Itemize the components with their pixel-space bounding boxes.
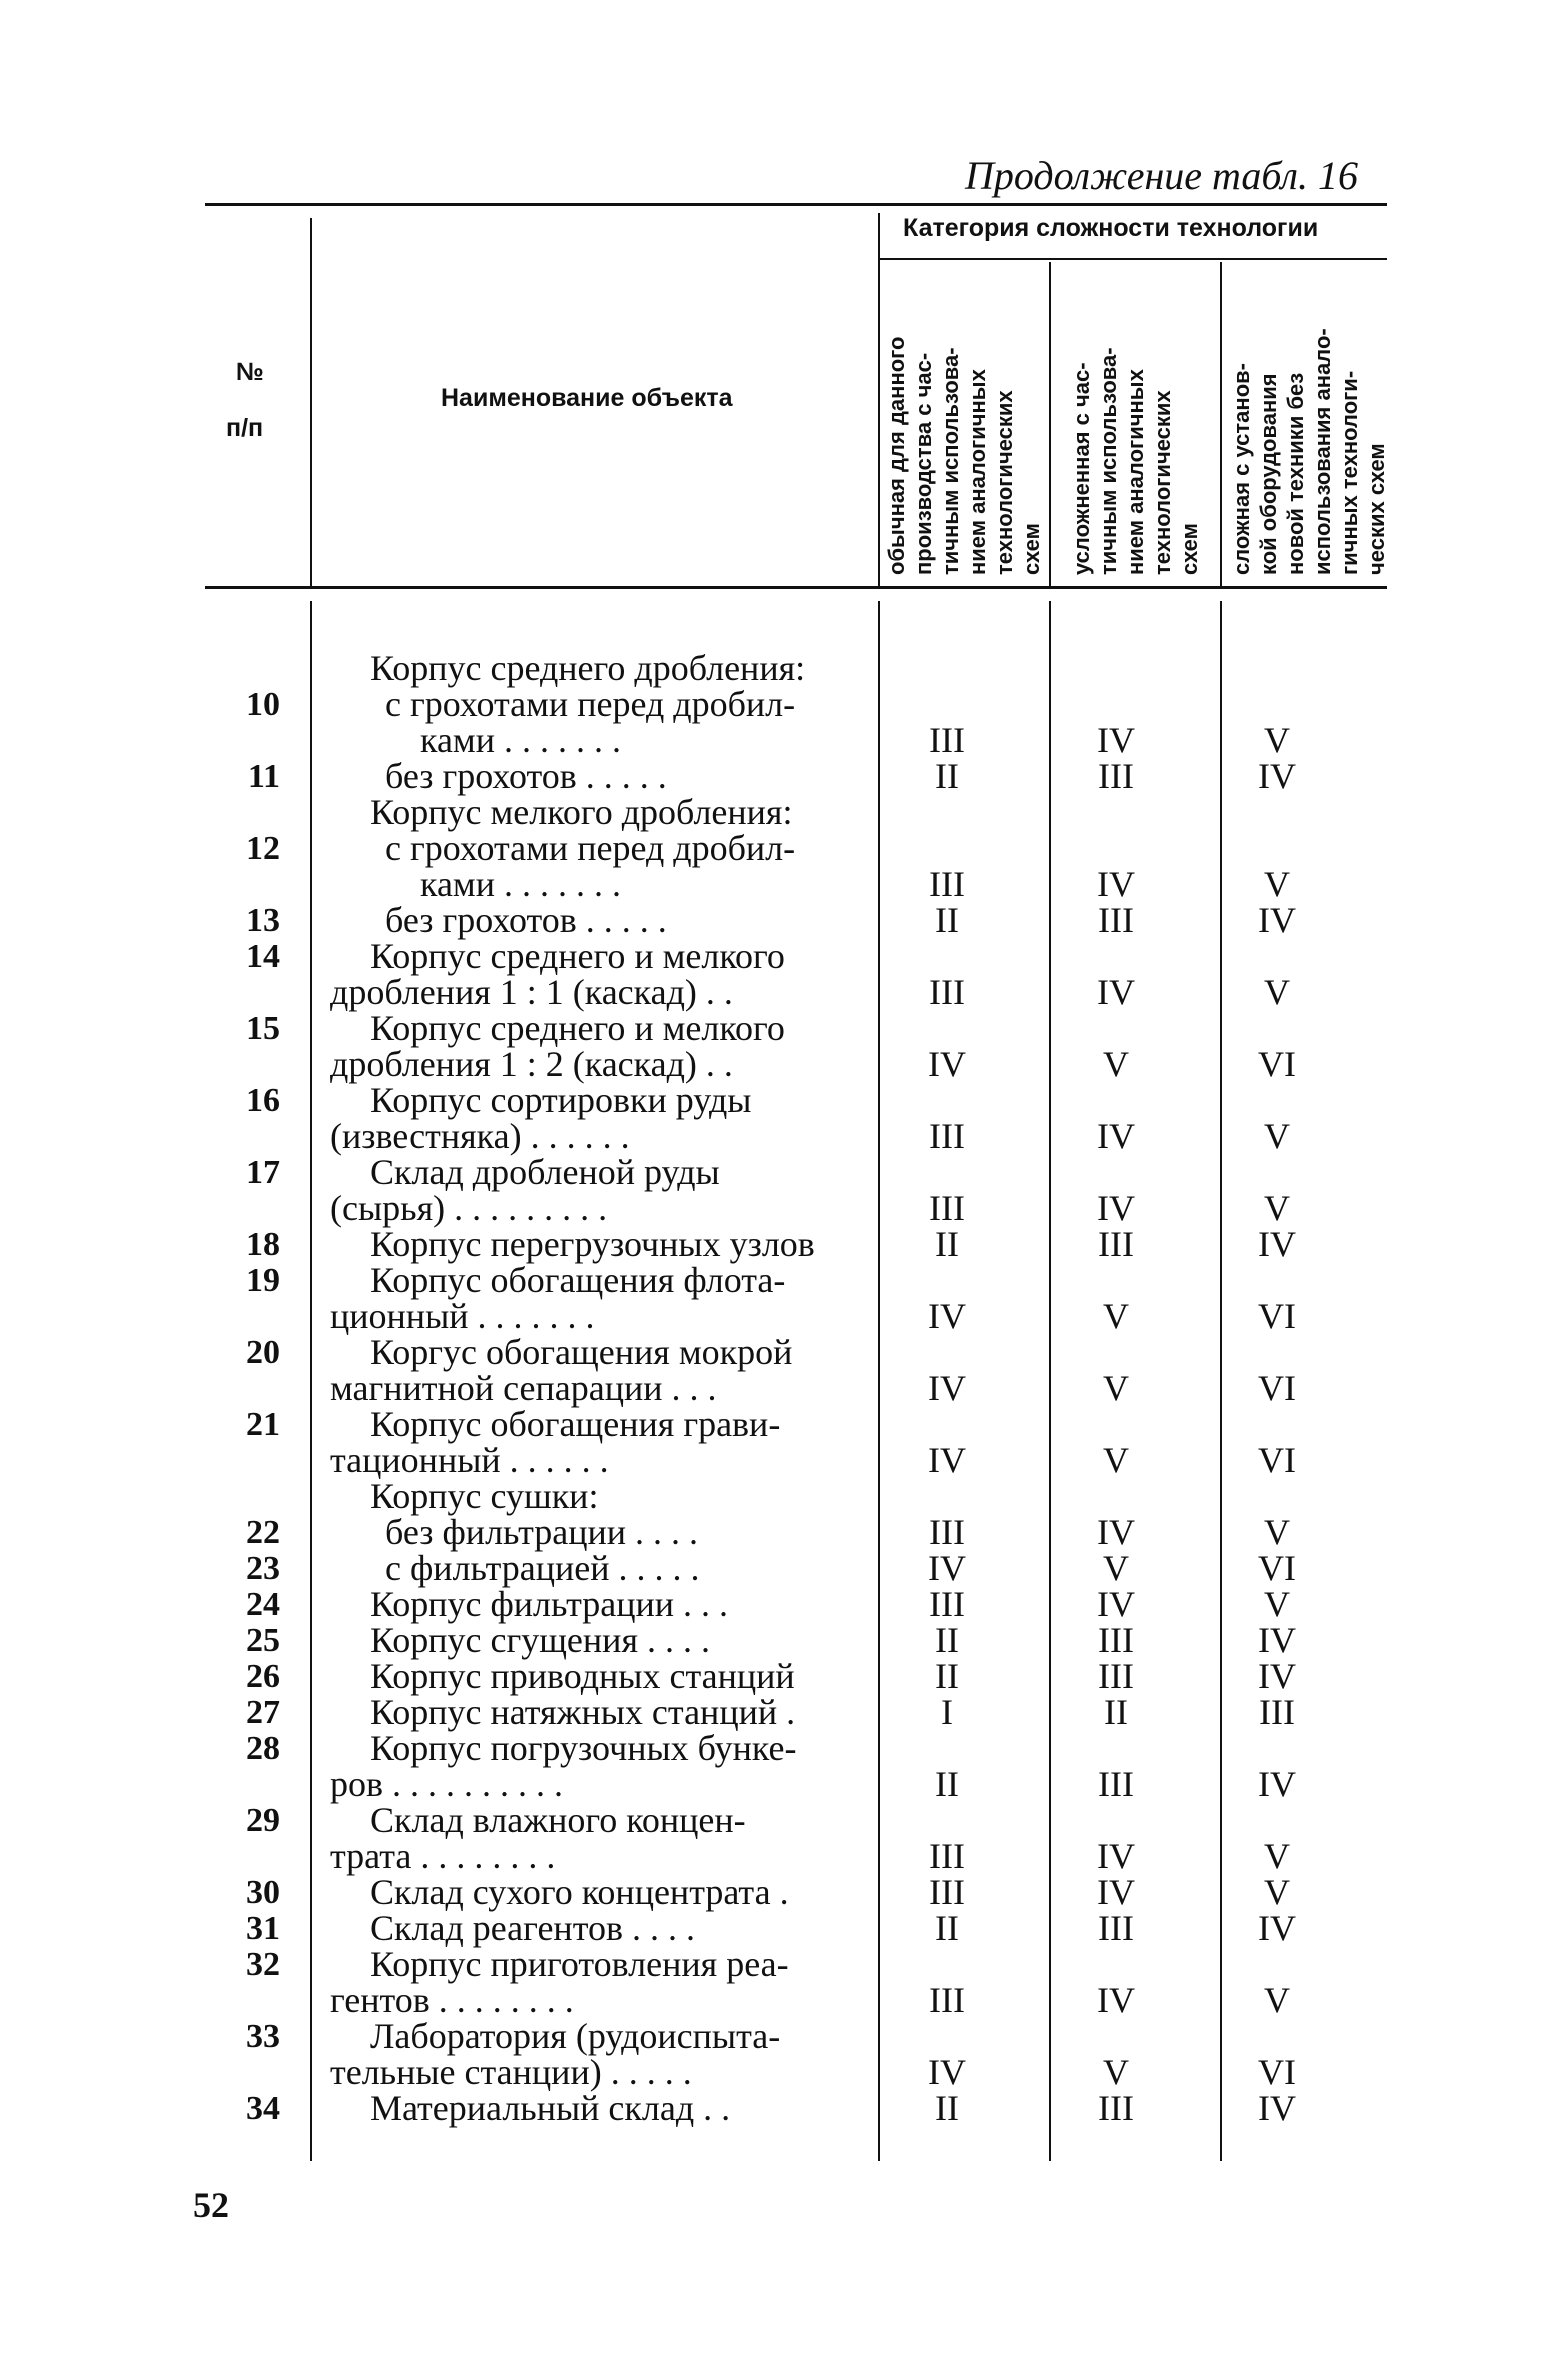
header-divider-num (310, 218, 312, 586)
table-caption: Продолжение табл. 16 (964, 153, 1358, 198)
category-cell: III (1098, 1656, 1134, 1696)
row-text: магнитной сепарации . . . (330, 1368, 717, 1408)
category-cell: II (935, 900, 959, 940)
row-number: 14 (246, 938, 280, 975)
row-text: Склад реагентов . . . . (370, 1908, 695, 1948)
subheader-ordinary: обычная для данного производства с час- тичным использова- нием аналогичных технологических схем (884, 336, 1044, 575)
row-number: 24 (246, 1586, 280, 1623)
category-cell: IV (928, 1548, 966, 1588)
category-cell: IV (1097, 864, 1135, 904)
category-cell: III (1098, 900, 1134, 940)
row-text: без фильтрации . . . . (385, 1512, 699, 1552)
category-cell: III (929, 972, 965, 1012)
category-cell: V (1103, 1296, 1129, 1336)
header-category: Категория сложности технологии (903, 214, 1319, 242)
category-cell: IV (1097, 1836, 1135, 1876)
category-cell: III (929, 1980, 965, 2020)
category-cell: V (1264, 1584, 1290, 1624)
row-text: без грохотов . . . . . (385, 900, 667, 940)
row-text: (сырья) . . . . . . . . . (330, 1188, 608, 1228)
row-text: тельные станции) . . . . . (330, 2052, 692, 2092)
header-divider-cat1 (1049, 262, 1051, 586)
row-text: ров . . . . . . . . . . (330, 1764, 563, 1804)
row-text: трата . . . . . . . . (330, 1836, 556, 1876)
category-cell: II (935, 1764, 959, 1804)
row-number: 16 (246, 1082, 280, 1119)
row-number: 26 (246, 1658, 280, 1695)
row-number: 20 (246, 1334, 280, 1371)
row-number: 15 (246, 1010, 280, 1047)
category-cell: IV (928, 1044, 966, 1084)
row-number: 33 (246, 2018, 280, 2055)
category-cell: V (1103, 1368, 1129, 1408)
category-cell: IV (1097, 1872, 1135, 1912)
category-cell: I (941, 1692, 953, 1732)
subheader-complex: сложная с установ- кой оборудования новой техники без использования анало- гичных технологи- ческих схем (1229, 328, 1389, 575)
category-cell: IV (928, 1368, 966, 1408)
category-cell: IV (1258, 2088, 1296, 2128)
category-cell: II (1104, 1692, 1128, 1732)
category-cell: V (1264, 972, 1290, 1012)
category-cell: V (1264, 1980, 1290, 2020)
row-text: (известняка) . . . . . . (330, 1116, 630, 1156)
category-cell: VI (1258, 1368, 1296, 1408)
category-cell: III (1098, 1620, 1134, 1660)
category-cell: V (1264, 864, 1290, 904)
category-cell: II (935, 756, 959, 796)
category-cell: IV (1258, 1908, 1296, 1948)
category-cell: IV (1258, 1620, 1296, 1660)
row-number: 25 (246, 1622, 280, 1659)
row-number: 10 (246, 686, 280, 723)
category-cell: VI (1258, 1296, 1296, 1336)
category-cell: V (1264, 720, 1290, 760)
row-number: 21 (246, 1406, 280, 1443)
category-cell: III (929, 1584, 965, 1624)
row-number: 34 (246, 2090, 280, 2127)
row-number: 12 (246, 830, 280, 867)
category-cell: VI (1258, 1548, 1296, 1588)
category-cell: IV (1097, 1980, 1135, 2020)
category-cell: III (929, 720, 965, 760)
row-text: Корпус среднего и мелкого (370, 936, 785, 976)
category-cell: II (935, 1908, 959, 1948)
header-divider-name (878, 213, 880, 586)
row-text: ками . . . . . . . (420, 864, 621, 904)
row-text: Корпус обогащения грави- (370, 1404, 781, 1444)
header-name: Наименование объекта (441, 384, 733, 412)
row-text: Склад дробленой руды (370, 1152, 720, 1192)
category-header-rule (880, 258, 1387, 260)
header-divider-cat2 (1220, 262, 1222, 586)
row-number: 32 (246, 1946, 280, 1983)
row-number: 23 (246, 1550, 280, 1587)
body-divider-name (878, 601, 880, 2161)
category-cell: V (1103, 1548, 1129, 1588)
category-cell: V (1103, 1044, 1129, 1084)
category-cell: III (929, 1836, 965, 1876)
row-text: Корпус сгущения . . . . (370, 1620, 710, 1660)
category-cell: IV (1258, 900, 1296, 940)
category-cell: III (1098, 2088, 1134, 2128)
category-cell: V (1103, 2052, 1129, 2092)
row-text: ками . . . . . . . (420, 720, 621, 760)
row-text: гентов . . . . . . . . (330, 1980, 574, 2020)
row-text: Склад влажного концен- (370, 1800, 746, 1840)
category-cell: IV (1097, 1116, 1135, 1156)
subheader-complicated: усложненная с час- тичным использова- нием аналогичных технологических схем (1069, 347, 1202, 575)
row-text: Корпус сушки: (370, 1476, 599, 1516)
row-number: 11 (247, 758, 280, 795)
body-divider-num (310, 601, 312, 2161)
category-cell: IV (1258, 1656, 1296, 1696)
row-text: Корпус мелкого дробления: (370, 792, 793, 832)
row-text: с грохотами перед дробил- (385, 828, 796, 868)
row-text: Корпус сортировки руды (370, 1080, 752, 1120)
category-cell: IV (928, 2052, 966, 2092)
body-divider-cat1 (1049, 601, 1051, 2161)
row-text: Корпус среднего и мелкого (370, 1008, 785, 1048)
category-cell: III (929, 1872, 965, 1912)
row-number: 29 (246, 1802, 280, 1839)
row-text: дробления 1 : 2 (каскад) . . (330, 1044, 733, 1084)
row-number: 22 (246, 1514, 280, 1551)
row-text: Материальный склад . . (370, 2088, 731, 2128)
row-text: дробления 1 : 1 (каскад) . . (330, 972, 733, 1012)
row-text: Корпус приводных станций (370, 1656, 795, 1696)
table-top-rule (205, 203, 1387, 206)
category-cell: IV (1097, 1188, 1135, 1228)
category-cell: IV (1097, 1584, 1135, 1624)
row-text: с грохотами перед дробил- (385, 684, 796, 724)
row-number: 28 (246, 1730, 280, 1767)
category-cell: III (1098, 1908, 1134, 1948)
category-cell: IV (1258, 1224, 1296, 1264)
row-text: Корпус приготовления реа- (370, 1944, 789, 1984)
header-num-label: п/п (226, 414, 264, 442)
category-cell: IV (1258, 756, 1296, 796)
category-cell: III (1098, 1224, 1134, 1264)
row-number: 18 (246, 1226, 280, 1263)
category-cell: V (1264, 1836, 1290, 1876)
row-text: Корпус погрузочных бунке- (370, 1728, 797, 1768)
row-text: Корпус фильтрации . . . (370, 1584, 729, 1624)
category-cell: III (929, 864, 965, 904)
row-number: 13 (246, 902, 280, 939)
category-cell: III (1098, 1764, 1134, 1804)
row-number: 19 (246, 1262, 280, 1299)
category-cell: III (929, 1116, 965, 1156)
category-cell: V (1264, 1116, 1290, 1156)
category-cell: V (1264, 1872, 1290, 1912)
category-cell: IV (1258, 1764, 1296, 1804)
body-divider-cat2 (1220, 601, 1222, 2161)
row-number: 27 (246, 1694, 280, 1731)
header-num-symbol: № (236, 358, 264, 386)
row-text: Корпус обогащения флота- (370, 1260, 786, 1300)
row-text: Коргус обогащения мокрой (370, 1332, 793, 1372)
category-cell: III (1098, 756, 1134, 796)
category-cell: IV (1097, 720, 1135, 760)
category-cell: V (1264, 1188, 1290, 1228)
category-cell: II (935, 1656, 959, 1696)
category-cell: III (1259, 1692, 1295, 1732)
row-text: с фильтрацией . . . . . (385, 1548, 700, 1588)
row-text: Корпус натяжных станций . (370, 1692, 796, 1732)
category-cell: II (935, 2088, 959, 2128)
row-text: Склад сухого концентрата . (370, 1872, 789, 1912)
row-number: 31 (246, 1910, 280, 1947)
category-cell: IV (928, 1296, 966, 1336)
category-cell: V (1103, 1440, 1129, 1480)
category-cell: V (1264, 1512, 1290, 1552)
category-cell: VI (1258, 2052, 1296, 2092)
category-cell: IV (1097, 1512, 1135, 1552)
row-text: ционный . . . . . . . (330, 1296, 595, 1336)
category-cell: II (935, 1224, 959, 1264)
row-number: 17 (246, 1154, 280, 1191)
row-text: Лаборатория (рудоиспыта- (370, 2016, 781, 2056)
category-cell: IV (928, 1440, 966, 1480)
category-cell: VI (1258, 1044, 1296, 1084)
header-bottom-rule (205, 586, 1387, 589)
category-cell: III (929, 1188, 965, 1228)
row-text: Корпус среднего дробления: (370, 648, 806, 688)
row-text: Корпус перегрузочных узлов (370, 1224, 815, 1264)
row-text: без грохотов . . . . . (385, 756, 667, 796)
page-number: 52 (193, 2185, 229, 2225)
category-cell: IV (1097, 972, 1135, 1012)
row-text: тационный . . . . . . (330, 1440, 609, 1480)
category-cell: II (935, 1620, 959, 1660)
row-number: 30 (246, 1874, 280, 1911)
category-cell: VI (1258, 1440, 1296, 1480)
category-cell: III (929, 1512, 965, 1552)
